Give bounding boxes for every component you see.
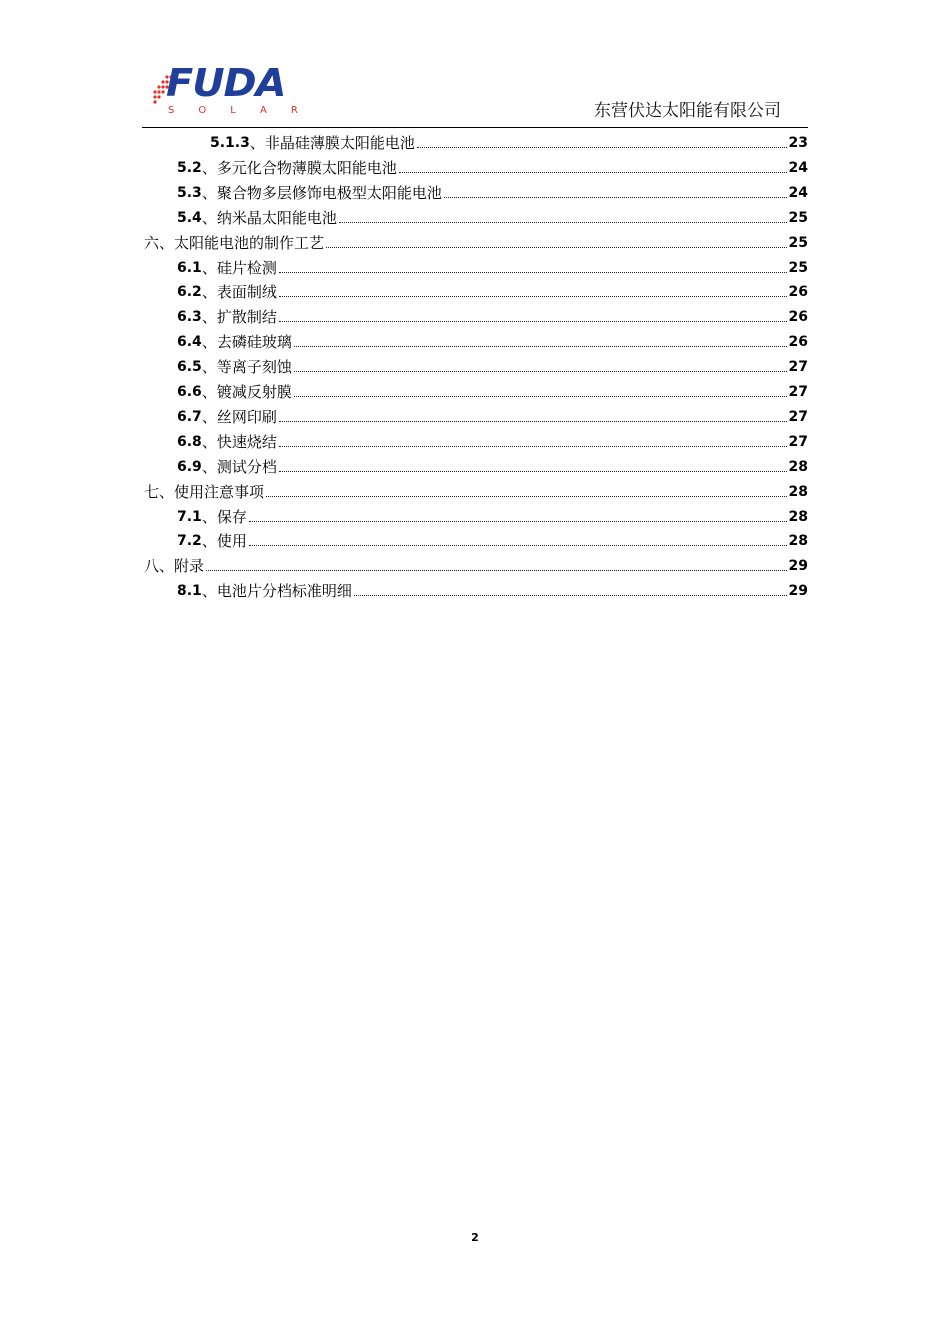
toc-entry-number: 5.3 [177,184,202,201]
toc-entry-separator: 、 [201,457,217,476]
toc-entry[interactable] [177,403,808,427]
toc-entry[interactable] [177,428,808,452]
toc-entry-number: 8.1 [177,583,202,600]
toc-entry-number: 5.2 [177,159,202,176]
toc-dot-leader [444,197,787,198]
toc-entry-number: 7.2 [177,533,202,550]
toc-entry-separator: 、 [201,358,217,377]
toc-dot-leader [279,321,787,322]
toc-entry-title: 保存 [216,507,247,526]
toc-entry[interactable] [177,353,808,377]
toc-entry[interactable] [177,527,808,551]
toc-entry-separator: 、 [201,582,217,601]
toc-entry-separator: 、 [201,532,217,551]
toc-dot-leader [417,147,787,148]
toc-dot-leader [279,446,787,447]
toc-entry-title: 太阳能电池的制作工艺 [174,233,325,252]
toc-entry-separator: 、 [159,557,175,576]
toc-entry-title: 使用注意事项 [174,482,265,501]
toc-dot-leader [326,247,786,248]
toc-entry-page: 27 [788,384,808,400]
toc-entry-separator: 、 [159,233,175,252]
toc-entry-separator: 、 [201,333,217,352]
toc-dot-leader [294,371,787,372]
toc-entry-title: 等离子刻蚀 [216,358,292,377]
toc-entry-title: 多元化合物薄膜太阳能电池 [216,158,397,177]
toc-entry-page: 24 [788,159,808,176]
toc-entry-separator: 、 [201,258,217,277]
company-name: 东营伏达太阳能有限公司 [594,101,781,121]
toc-entry-number: 八 [144,557,160,576]
toc-dot-leader [279,296,787,297]
toc-entry-number: 七 [144,482,160,501]
toc-dot-leader [294,396,787,397]
toc-entry-page: 29 [788,583,808,600]
toc-entry-number: 6.5 [177,359,202,376]
toc-entry-page: 28 [788,533,808,550]
toc-dot-leader [266,496,786,497]
toc-entry-title: 非晶硅薄膜太阳能电池 [264,134,415,152]
logo-subtext: SOLAR [168,105,322,116]
toc-entry-separator: 、 [201,383,217,401]
toc-entry-page: 28 [788,483,808,500]
toc-entry-title: 硅片检测 [216,258,277,277]
toc-entry-number: 6.6 [177,384,202,400]
logo-wordmark: FUDA [166,61,286,105]
toc-entry-title: 测试分档 [216,457,277,476]
toc-entry[interactable] [144,478,808,502]
toc-entry-title: 镀减反射膜 [216,383,292,401]
toc-entry-title: 扩散制结 [216,308,277,327]
page-number: 2 [471,1231,479,1244]
toc-entry-page: 26 [788,334,808,351]
toc-dot-leader [279,272,787,273]
toc-entry-separator: 、 [201,208,217,227]
toc-entry[interactable] [177,577,808,601]
toc-entry[interactable] [177,179,808,203]
toc-entry[interactable] [177,503,808,527]
toc-entry-number: 六 [144,233,160,252]
toc-entry-number: 6.1 [177,259,202,276]
toc-entry-number: 7.1 [177,508,202,525]
toc-entry-page: 28 [788,508,808,525]
toc-entry-separator: 、 [201,183,217,202]
toc-entry-separator: 、 [201,158,217,177]
toc-entry[interactable] [177,328,808,352]
toc-entry-title: 使用 [216,532,247,551]
toc-dot-leader [339,222,787,223]
toc-entry[interactable] [177,278,808,302]
toc-entry-page: 26 [788,309,808,326]
toc-dot-leader [279,421,787,422]
toc-entry-separator: 、 [201,283,217,302]
header-divider [142,127,808,128]
toc-entry-title: 纳米晶太阳能电池 [216,208,337,227]
toc-entry-title: 快速烧结 [216,432,277,451]
toc-entry-title: 去磷硅玻璃 [216,333,292,352]
toc-entry-page: 25 [788,259,808,276]
toc-entry-number: 6.2 [177,284,202,301]
toc-dot-leader [354,595,787,596]
toc-entry-number: 5.1.3 [210,135,250,151]
toc-entry-page: 27 [788,359,808,376]
toc-entry-separator: 、 [159,482,175,501]
toc-entry-number: 6.7 [177,408,202,425]
toc-entry-page: 29 [788,558,808,575]
toc-entry-number: 5.4 [177,209,202,226]
toc-dot-leader [399,172,787,173]
toc-entry-separator: 、 [201,407,217,426]
toc-entry-page: 27 [788,433,808,450]
toc-entry-title: 表面制绒 [216,283,277,302]
toc-entry-page: 27 [788,408,808,425]
toc-dot-leader [294,346,787,347]
toc-entry-separator: 、 [201,308,217,327]
toc-entry-number: 6.8 [177,433,202,450]
toc-entry-page: 28 [788,458,808,475]
toc-entry-page: 23 [788,135,808,151]
fuda-solar-logo [152,61,322,118]
toc-entry-separator: 、 [201,507,217,526]
toc-entry-number: 6.4 [177,334,202,351]
toc-entry[interactable] [144,229,808,253]
toc-entry[interactable] [177,154,808,178]
toc-entry[interactable] [144,552,808,576]
toc-entry-title: 电池片分档标准明细 [216,582,352,601]
toc-entry[interactable] [177,254,808,278]
toc-entry[interactable] [177,303,808,327]
toc-entry-page: 24 [788,184,808,201]
toc-entry-separator: 、 [249,134,265,152]
toc-dot-leader [206,570,786,571]
toc-dot-leader [249,521,787,522]
toc-entry-title: 附录 [174,557,205,576]
toc-entry-separator: 、 [201,432,217,451]
toc-dot-leader [279,471,787,472]
toc-entry-page: 26 [788,284,808,301]
toc-entry[interactable] [177,204,808,228]
toc-entry-title: 丝网印刷 [216,407,277,426]
toc-entry-number: 6.9 [177,458,202,475]
toc-entry-title: 聚合物多层修饰电极型太阳能电池 [216,183,442,202]
toc-entry-page: 25 [788,209,808,226]
toc-entry-number: 6.3 [177,309,202,326]
toc-entry[interactable] [177,453,808,477]
toc-entry[interactable] [210,129,808,153]
toc-entry-page: 25 [788,234,808,251]
toc-dot-leader [249,545,787,546]
toc-entry[interactable] [177,378,808,402]
